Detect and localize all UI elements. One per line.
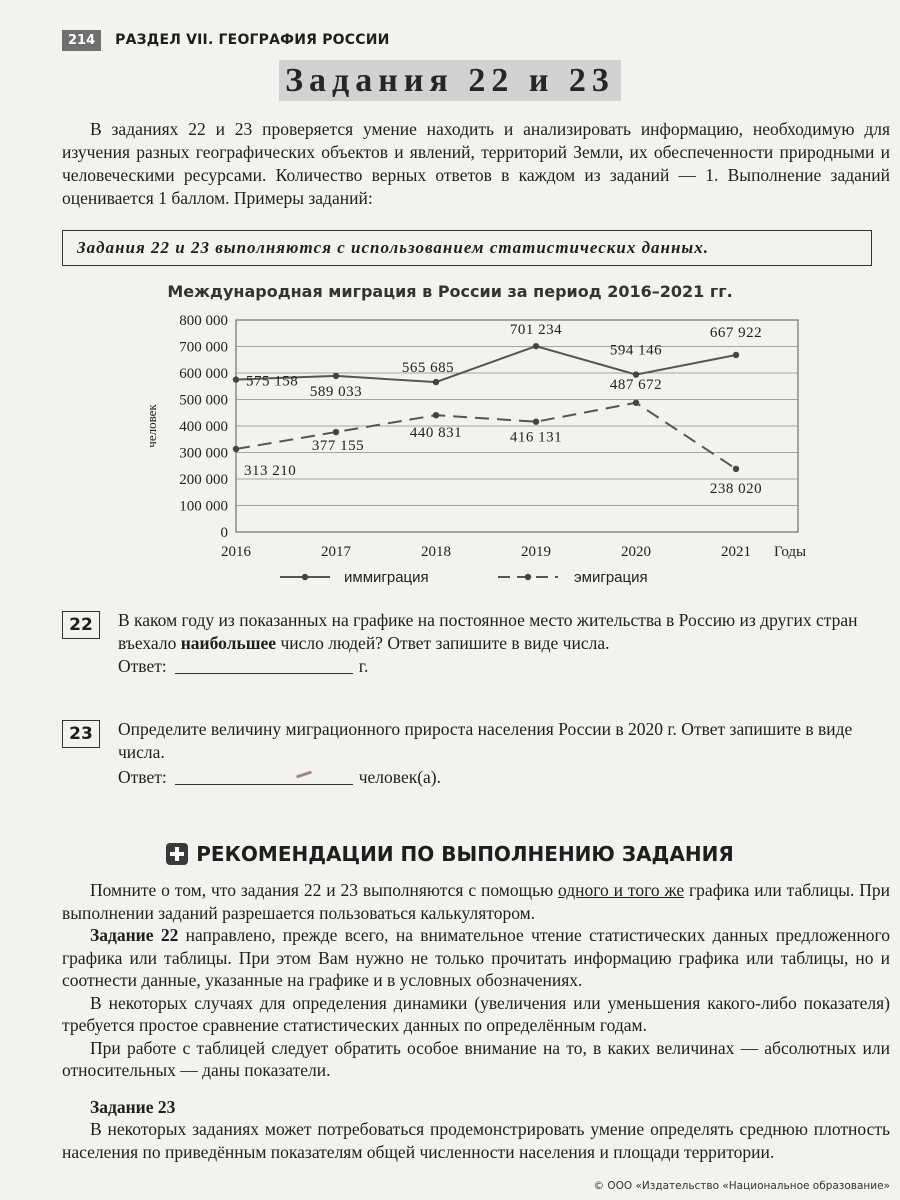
- answer-23-unit: человек(а).: [358, 767, 442, 787]
- data-label: 487 672: [609, 376, 663, 393]
- x-axis-label: Годы: [774, 544, 807, 560]
- recommendations-heading: [0, 842, 900, 866]
- data-label: 575 158: [246, 373, 299, 390]
- emigration-point: [533, 419, 539, 425]
- rec-paragraph-5: В некоторых заданиях может потребоваться продемонстрировать умение определять среднюю плотность населения по приведённым показателям общей численности населения и площади территории.: [62, 1119, 890, 1162]
- x-tick-label: 2020: [621, 544, 651, 560]
- section-title: РАЗДЕЛ VII. ГЕОГРАФИЯ РОССИИ: [115, 32, 390, 48]
- y-tick-label: 300 000: [179, 445, 228, 462]
- legend-immigration-marker: [302, 574, 308, 580]
- y-tick-label: 400 000: [179, 419, 228, 435]
- data-label: 701 234: [509, 322, 563, 339]
- emigration-point: [333, 429, 339, 435]
- recommendations-body: [62, 879, 890, 1163]
- legend-immigration-label: иммиграция: [344, 569, 429, 586]
- immigration-point: [333, 373, 339, 379]
- question-23-text: Определите величину миграционного прироста населения России в 2020 г. Ответ запишите в виде числа.: [118, 719, 853, 762]
- legend-emigration-marker: [525, 574, 531, 580]
- y-tick-label: 0: [220, 525, 228, 541]
- emigration-point: [233, 446, 239, 452]
- rec-p2-bold: Задание 22: [90, 925, 179, 945]
- rec-subheading: Задание 23: [90, 1096, 176, 1117]
- emigration-point: [433, 412, 439, 418]
- answer-22-unit: г.: [358, 656, 369, 676]
- data-label: 667 922: [709, 325, 763, 342]
- first-aid-plus-icon: [166, 843, 188, 865]
- x-tick-label: 2019: [521, 544, 551, 560]
- page-number: 214: [62, 30, 101, 51]
- rec-p1-b: графика или таблицы. При выполнении заданий разрешается пользоваться калькулятором.: [62, 880, 890, 923]
- data-label: 313 210: [244, 462, 297, 479]
- x-tick-label: 2021: [721, 544, 751, 560]
- answer-22-label: Ответ:: [118, 656, 167, 676]
- y-tick-label: 600 000: [179, 366, 228, 382]
- immigration-point: [533, 343, 539, 349]
- q22-text-a: В каком году из показанных на графике на постоянное место жительства в Россию из других стран въехало: [118, 610, 858, 653]
- data-label: 238 020: [709, 480, 763, 497]
- emigration-line: [236, 403, 736, 469]
- question-23-number: 23: [62, 720, 100, 748]
- copyright-footer: © ООО «Издательство «Национальное образование»: [593, 1180, 890, 1192]
- y-tick-label: 700 000: [179, 339, 228, 356]
- data-label: 565 685: [401, 360, 455, 377]
- rec-paragraph-1: [62, 879, 890, 924]
- data-label: 589 033: [309, 383, 363, 400]
- q22-text-b: число людей? Ответ запишите в виде числа.: [276, 633, 610, 653]
- immigration-point: [733, 352, 739, 358]
- y-tick-label: 800 000: [179, 313, 228, 329]
- y-tick-label: 200 000: [179, 472, 228, 488]
- migration-chart: [130, 308, 830, 593]
- page-header: [62, 28, 390, 52]
- question-22-text: [118, 609, 890, 655]
- rec-p2-text: направлено, прежде всего, на внимательное чтение статистических данных предложенного графика или таблицы. При этом Вам нужно не только прочитать информацию графика или таблицы, но и соотнести данные, указанные на графике и в условных обозначениях.: [62, 925, 890, 990]
- y-tick-label: 500 000: [179, 392, 228, 409]
- note-box: [62, 230, 872, 266]
- x-tick-label: 2017: [321, 544, 351, 560]
- y-tick-label: 100 000: [179, 498, 228, 515]
- immigration-point: [233, 376, 239, 382]
- data-label: 377 155: [311, 438, 365, 455]
- chart-title: Международная миграция в России за период 2016–2021 гг.: [167, 282, 733, 301]
- rec-p1-underlined: одного и того же: [558, 880, 685, 900]
- title-text: Задания 22 и 23: [279, 60, 621, 101]
- question-22-number: 22: [62, 611, 100, 639]
- answer-23-label: Ответ:: [118, 767, 167, 787]
- rec-p1-a: Помните о том, что задания 22 и 23 выполняются с помощью: [90, 880, 559, 900]
- page-title: [0, 62, 900, 100]
- answer-22-field[interactable]: [175, 655, 353, 674]
- data-label: 416 131: [509, 429, 563, 446]
- x-tick-label: 2016: [221, 544, 251, 560]
- answer-22-row: [118, 655, 368, 677]
- legend-emigration-label: эмиграция: [574, 569, 648, 586]
- emigration-point: [633, 400, 639, 406]
- recommendations-heading-text: РЕКОМЕНДАЦИИ ПО ВЫПОЛНЕНИЮ ЗАДАНИЯ: [196, 842, 734, 866]
- intro-paragraph: В заданиях 22 и 23 проверяется умение находить и анализировать информацию, необходимую для изучения разных географических объектов и явлений, территорий Земли, их обеспеченности природными и человеческими ресурсами. Количество верных ответов в каждом из заданий — 1. Выполнение заданий оценивается 1 баллом. Примеры заданий:: [62, 119, 890, 208]
- emigration-point: [733, 466, 739, 472]
- data-label: 440 831: [409, 425, 463, 442]
- q22-text-bold: наибольшее: [180, 633, 277, 653]
- answer-23-row: [118, 766, 441, 788]
- x-tick-label: 2018: [421, 544, 451, 560]
- y-axis-label: человек: [144, 404, 159, 448]
- note-text: Задания 22 и 23 выполняются с использованием статистических данных.: [77, 238, 709, 257]
- rec-paragraph-4: При работе с таблицей следует обратить особое внимание на то, в каких величинах — абсолютных или относительных — даны показатели.: [62, 1037, 890, 1080]
- answer-23-field[interactable]: [175, 766, 353, 785]
- rec-paragraph-3: В некоторых случаях для определения динамики (увеличения или уменьшения какого-либо показателя) требуется простое сравнение статистических данных по определённым годам.: [62, 992, 890, 1035]
- data-label: 594 146: [609, 342, 663, 359]
- immigration-point: [433, 379, 439, 385]
- rec-paragraph-2: [62, 924, 890, 992]
